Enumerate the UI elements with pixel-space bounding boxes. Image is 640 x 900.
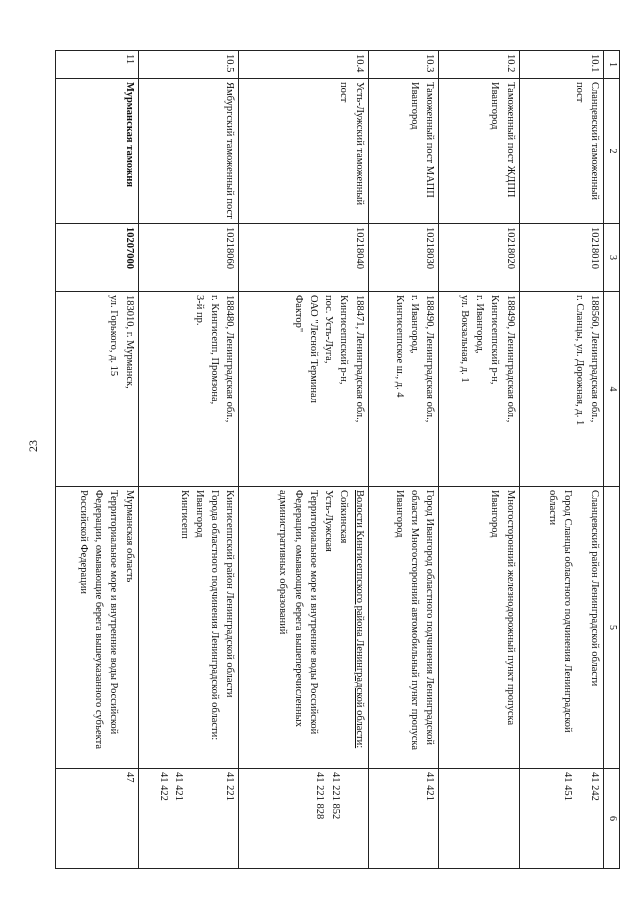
address-line: г. Кингисепп, Промзона, — [209, 295, 221, 405]
okato-code: 47 — [56, 769, 139, 869]
address-line: Фактор" — [292, 295, 304, 333]
table-row — [368, 51, 439, 869]
post-code: 10218040 — [239, 224, 368, 292]
column-header: 4 — [604, 292, 620, 487]
row-number: 10.5 — [138, 51, 239, 79]
row-number: 11 — [56, 51, 139, 79]
address-line: Кингисеппское ш., д. 4 — [393, 295, 405, 398]
column-header: 3 — [604, 224, 620, 292]
territory-line: Города областного подчинения Ленинградской области: — [209, 490, 221, 741]
post-address — [56, 292, 139, 487]
table-row — [439, 51, 520, 869]
okato-line: 41 221 852 — [329, 772, 341, 820]
post-name: Таможенный пост МАПП Ивангород — [368, 79, 439, 224]
territory: Многосторонний железнодорожный пункт пропуска Ивангород — [439, 487, 520, 769]
okato-line: 41 242 — [589, 772, 601, 801]
post-address — [519, 292, 604, 487]
okato-line: 41 221 — [224, 772, 236, 801]
okato-code — [138, 769, 239, 869]
column-header: 1 — [604, 51, 620, 79]
row-number: 10.2 — [439, 51, 520, 79]
post-name: Таможенный пост ЖДПП Ивангород — [439, 79, 520, 224]
address-line: ОАО "Лесной Терминал — [307, 295, 319, 403]
table-row — [56, 51, 139, 869]
address-line: 188490, Ленинградская обл., — [504, 295, 516, 423]
table-row — [519, 51, 604, 869]
okato-code — [439, 769, 520, 869]
okato-code: 41 421 — [368, 769, 439, 869]
territory-heading: Волости Кингисеппского района Ленинградской области: — [353, 490, 365, 749]
post-code: 10218030 — [368, 224, 439, 292]
territory-line: Территориальное море и внутренние воды Российской Федерации, омывающие берега вышеперечисленных административных образований — [277, 490, 319, 735]
okato-code — [519, 769, 604, 869]
row-number: 10.1 — [519, 51, 604, 79]
address-line: Кингисеппский р-н, — [338, 295, 350, 385]
territory-line: Кингисепп — [178, 490, 190, 539]
row-number: 10.4 — [239, 51, 368, 79]
post-address — [239, 292, 368, 487]
post-code: 10207000 — [56, 224, 139, 292]
territory — [138, 487, 239, 769]
post-code: 10218010 — [519, 224, 604, 292]
post-address — [368, 292, 439, 487]
address-line: ул. Вокзальная, д. 1 — [459, 295, 471, 383]
address-line: Кингисеппский р-н, — [489, 295, 501, 385]
column-header: 6 — [604, 769, 620, 869]
rotated-table-container — [55, 50, 620, 868]
post-code: 10218060 — [138, 224, 239, 292]
address-line: пос. Усть-Луга, — [323, 295, 335, 364]
territory: Город Ивангород областного подчинения Ленинградской области Многосторонний автомобильный пункт пропуска Ивангород — [368, 487, 439, 769]
address-line: 188471, Ленинградская обл., — [353, 295, 365, 423]
column-header: 5 — [604, 487, 620, 769]
territory-line: Усть-Лужская — [323, 490, 335, 552]
column-header: 2 — [604, 79, 620, 224]
row-number: 10.3 — [368, 51, 439, 79]
okato-line: 41 221 828 — [314, 772, 326, 820]
territory-line: Мурманская область — [123, 490, 135, 583]
address-line: 3-й пр. — [194, 295, 206, 326]
territory-line: Территориальное море и внутренние воды Российской Федерации, омывающие берега вышеуказанного субъекта Российской Федерации — [78, 490, 120, 749]
okato-line: 41 451 — [562, 772, 574, 801]
address-line: г. Сланцы, ул. Дорожная, д. 1 — [574, 295, 586, 426]
okato-code — [239, 769, 368, 869]
table-row — [239, 51, 368, 869]
okato-line: 41 422 — [158, 772, 170, 801]
address-line: 188560, Ленинградская обл., — [589, 295, 601, 423]
post-name: Ямбургский таможенный пост — [138, 79, 239, 224]
address-line: г. Ивангород, — [408, 295, 420, 354]
territory — [519, 487, 604, 769]
post-address — [439, 292, 520, 487]
customs-table — [55, 50, 620, 869]
post-name: Мурманская таможня — [56, 79, 139, 224]
table-row — [138, 51, 239, 869]
territory — [56, 487, 139, 769]
territory-line: Кингисеппский район Ленинградской области — [224, 490, 236, 698]
post-name: Сланцевский таможенный пост — [519, 79, 604, 224]
address-line: ул. Горького, д. 15 — [108, 295, 120, 377]
address-line: 188490, Ленинградская обл., — [424, 295, 436, 423]
post-address — [138, 292, 239, 487]
address-line: г. Ивангород, — [474, 295, 486, 354]
territory-line: Город Сланцы областного подчинения Ленинградской области — [546, 490, 574, 733]
table-header-row — [604, 51, 620, 869]
post-name: Усть-Лужский таможенный пост — [239, 79, 368, 224]
post-code: 10218020 — [439, 224, 520, 292]
territory-line: Ивангород — [194, 490, 206, 538]
address-line: 188480, Ленинградская обл., — [224, 295, 236, 423]
page-number: 23 — [26, 440, 40, 452]
territory-line: Сланцевский район Ленинградской области — [589, 490, 601, 687]
territory — [239, 487, 368, 769]
address-line: 183010, г. Мурманск, — [123, 295, 135, 389]
territory-line: Сойкинская — [338, 490, 350, 544]
okato-line: 41 421 — [173, 772, 185, 801]
